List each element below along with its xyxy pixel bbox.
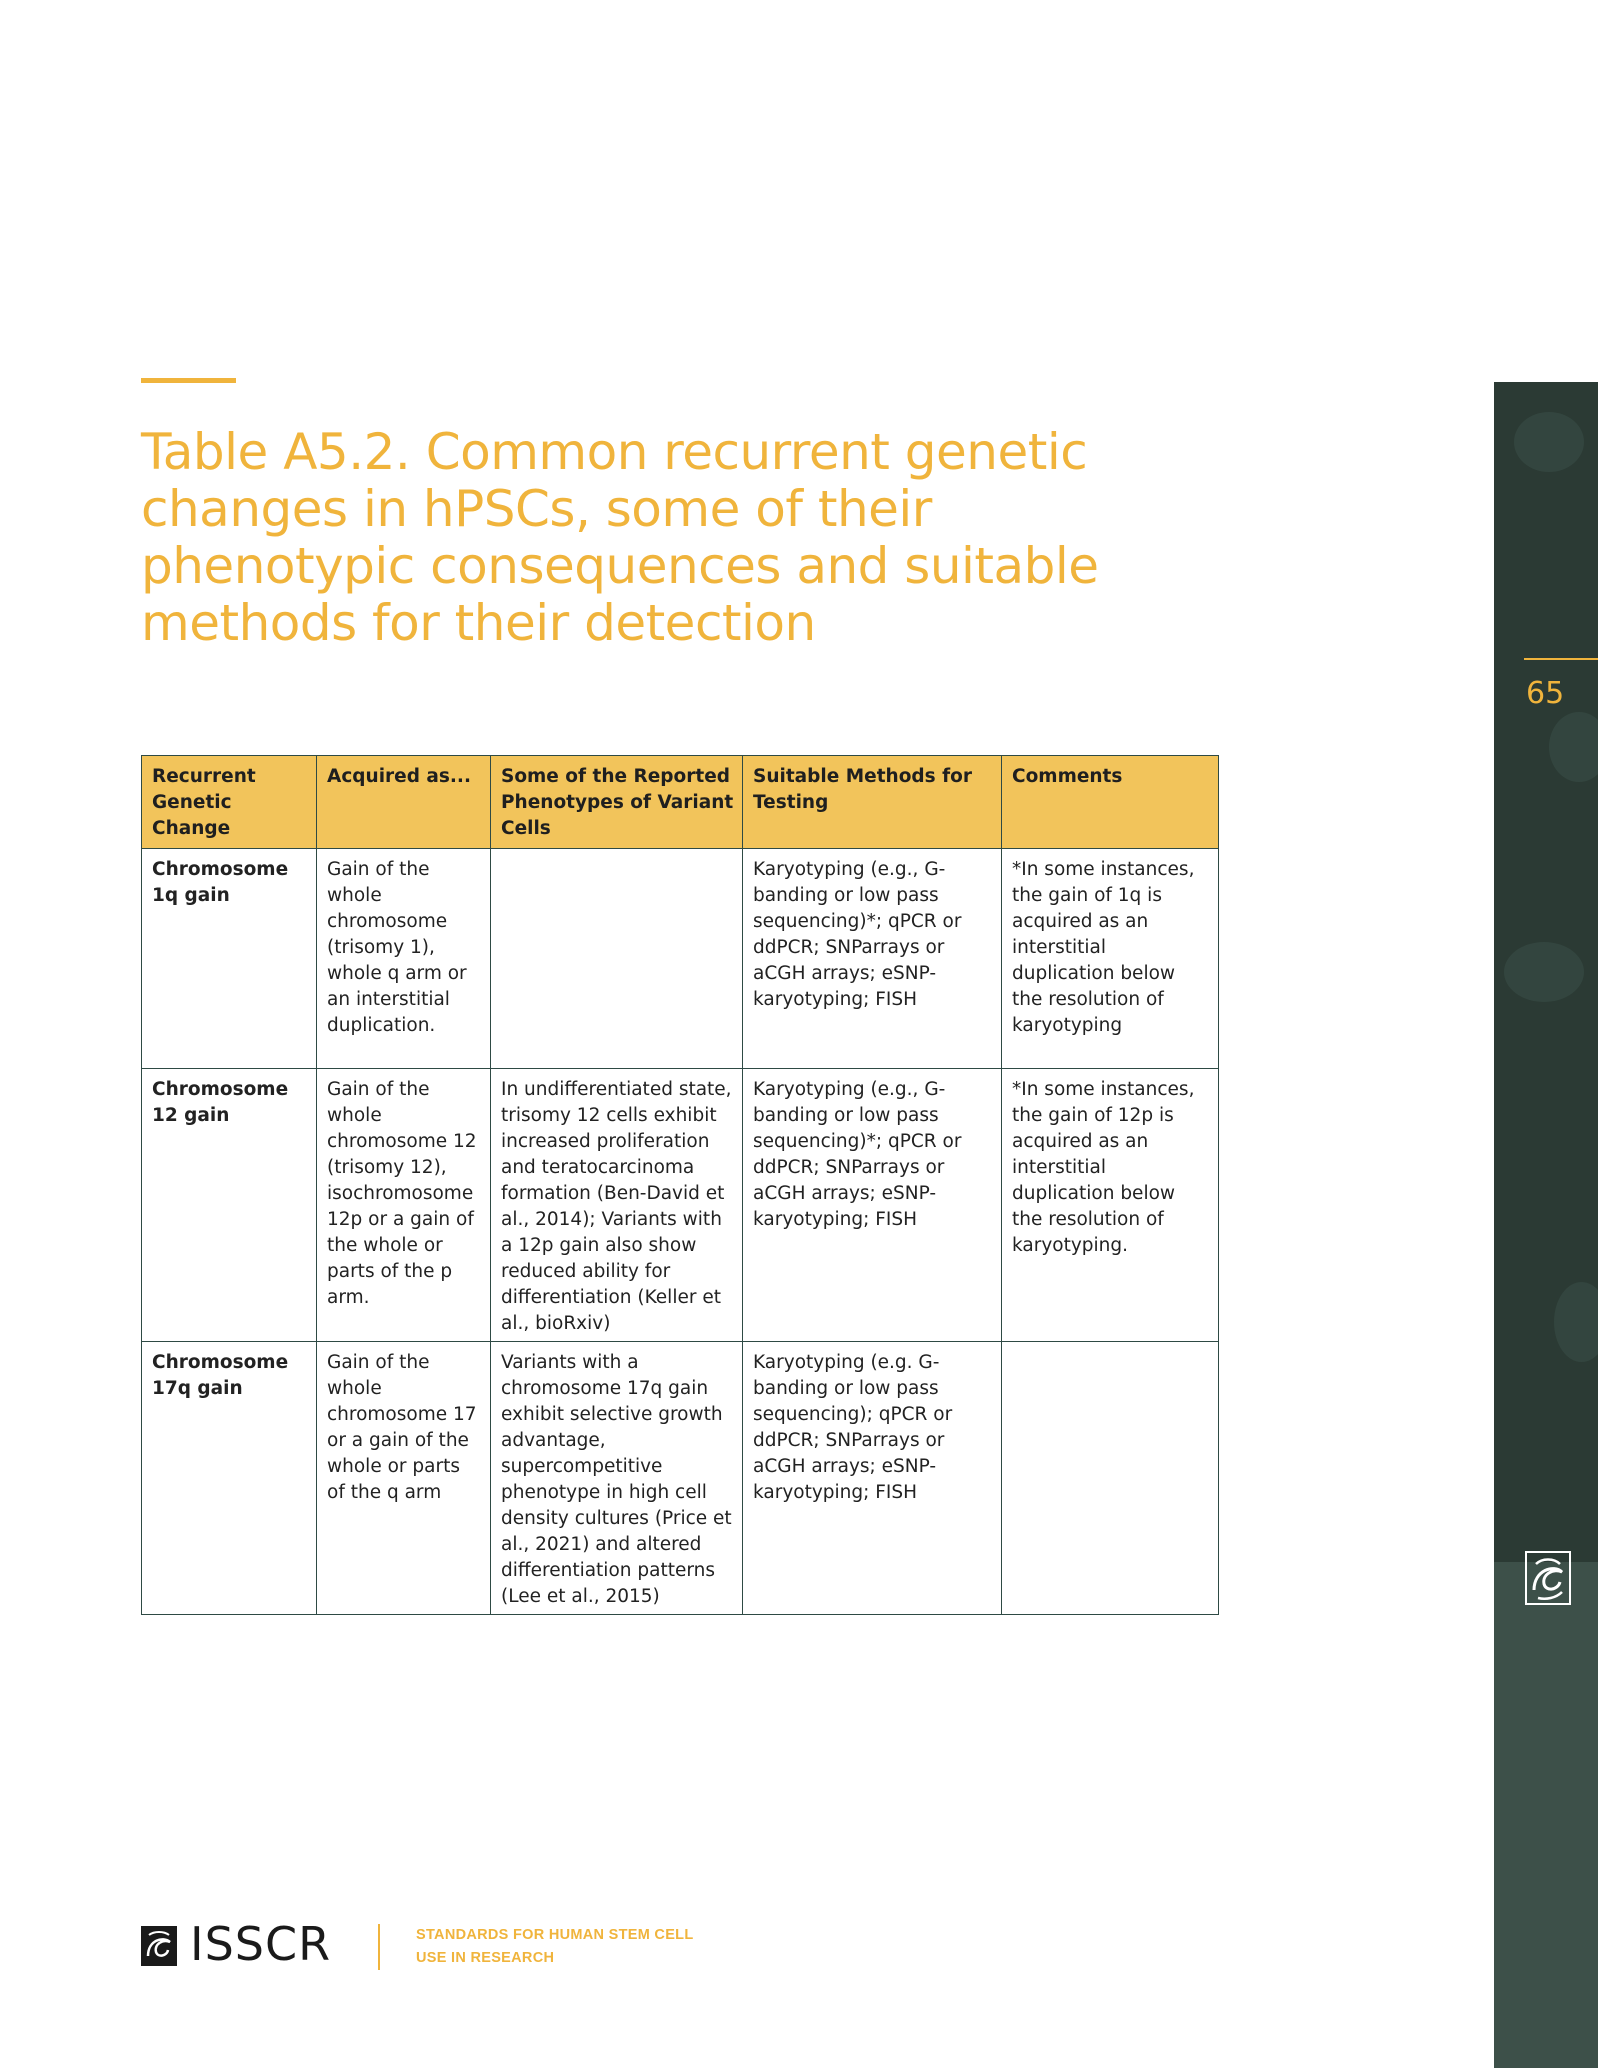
column-header: Acquired as... [317, 756, 491, 849]
genetic-change-cell: Chromosome 17q gain [142, 1342, 317, 1615]
title-accent-rule [141, 378, 236, 383]
footer-tagline-line: STANDARDS FOR HUMAN STEM CELL [416, 1927, 694, 1943]
comments-cell: *In some instances, the gain of 12p is acquired as an interstitial duplication below the resolution of karyotyping. [1002, 1069, 1219, 1342]
footer-brand: ISSCR [190, 1917, 332, 1971]
acquired-as-cell: Gain of the whole chromosome 12 (trisomy 12), isochromosome 12p or a gain of the whole or parts of the p arm. [317, 1069, 491, 1342]
footer-tagline-line: USE IN RESEARCH [416, 1950, 555, 1966]
phenotypes-cell: Variants with a chromosome 17q gain exhibit selective growth advantage, supercompetitive phenotype in high cell density cultures (Price et al., 2021) and altered differentiation patterns (Lee et al., 2015) [491, 1342, 743, 1615]
side-accent-rule [1524, 658, 1598, 660]
page-title: Table A5.2. Common recurrent genetic changes in hPSCs, some of their phenotypic consequences and suitable methods for their detection [141, 423, 1099, 652]
footer-logo-icon [141, 1926, 177, 1966]
page-number: 65 [1526, 676, 1565, 711]
decor-blob [1514, 412, 1584, 472]
table-row [142, 849, 1219, 1069]
methods-cell: Karyotyping (e.g., G-banding or low pass sequencing)*; qPCR or ddPCR; SNParrays or aCGH arrays; eSNP-karyotyping; FISH [743, 1069, 1002, 1342]
side-panel [1494, 382, 1598, 2068]
column-header: Comments [1002, 756, 1219, 849]
table-row [142, 1342, 1219, 1615]
decor-blob [1554, 1282, 1598, 1362]
footer-tagline [416, 1924, 693, 1970]
table-header-row [142, 756, 1219, 849]
phenotypes-cell: In undifferentiated state, trisomy 12 cells exhibit increased proliferation and teratocarcinoma formation (Ben-David et al., 2014); Variants with a 12p gain also show reduced ability for differentiation (Keller et al., bioRxiv) [491, 1069, 743, 1342]
column-header: Some of the Reported Phenotypes of Variant Cells [491, 756, 743, 849]
decor-blob [1504, 942, 1584, 1002]
comments-cell: *In some instances, the gain of 1q is acquired as an interstitial duplication below the resolution of karyotyping [1002, 849, 1219, 1069]
column-header: Suitable Methods for Testing [743, 756, 1002, 849]
footer-divider [378, 1924, 380, 1970]
acquired-as-cell: Gain of the whole chromosome 17 or a gain of the whole or parts of the q arm [317, 1342, 491, 1615]
genetic-change-cell: Chromosome 12 gain [142, 1069, 317, 1342]
methods-cell: Karyotyping (e.g., G-banding or low pass sequencing)*; qPCR or ddPCR; SNParrays or aCGH arrays; eSNP-karyotyping; FISH [743, 849, 1002, 1069]
acquired-as-cell: Gain of the whole chromosome (trisomy 1), whole q arm or an interstitial duplication. [317, 849, 491, 1069]
phenotypes-cell [491, 849, 743, 1069]
genetic-changes-table [141, 755, 1219, 1615]
decor-blob [1549, 712, 1598, 782]
methods-cell: Karyotyping (e.g. G-banding or low pass sequencing); qPCR or ddPCR; SNParrays or aCGH arrays; eSNP-karyotyping; FISH [743, 1342, 1002, 1615]
column-header: Recurrent Genetic Change [142, 756, 317, 849]
isscr-logo-icon [1524, 1550, 1572, 1606]
table-row [142, 1069, 1219, 1342]
comments-cell [1002, 1342, 1219, 1615]
genetic-change-cell: Chromosome 1q gain [142, 849, 317, 1069]
